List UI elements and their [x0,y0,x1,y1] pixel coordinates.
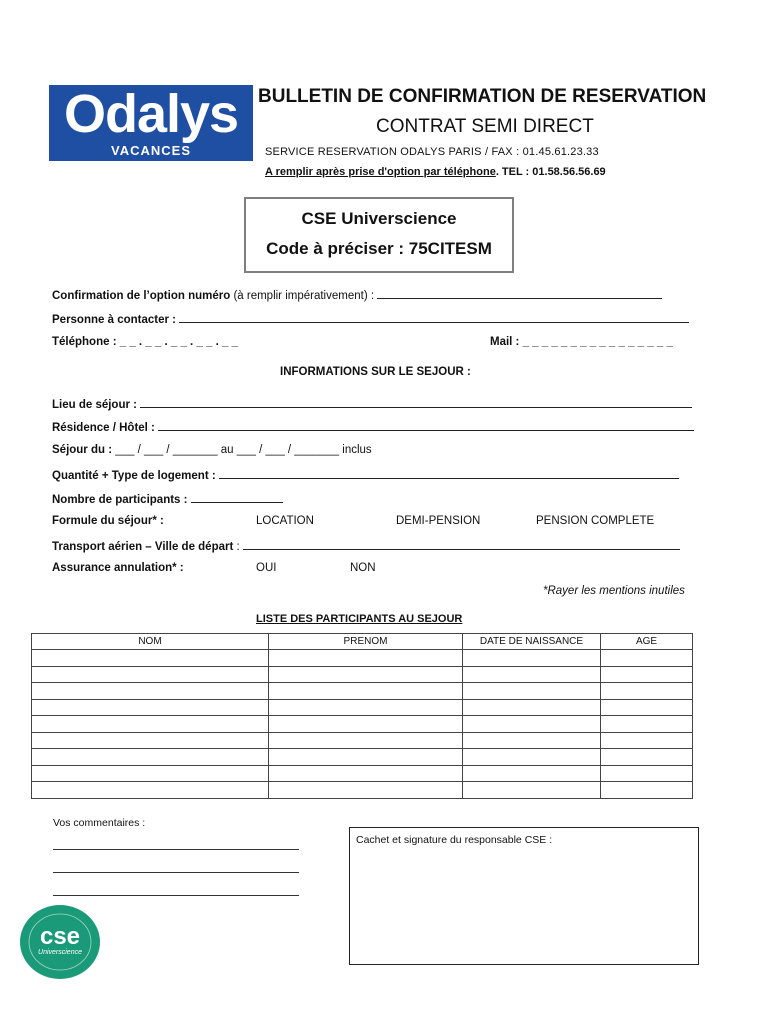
participant-cell[interactable] [269,650,463,667]
participants-header-row [32,634,693,650]
participant-cell[interactable] [32,765,269,782]
comment-line-2[interactable] [53,872,299,873]
formule-option-location[interactable]: LOCATION [256,515,314,527]
option-number-label: Confirmation de l’option numéro [52,290,231,302]
quantite-line[interactable] [219,468,679,479]
participant-cell[interactable] [269,749,463,766]
participant-cell[interactable] [601,699,693,716]
col-date-naissance: DATE DE NAISSANCE [463,634,601,650]
assurance-option-non[interactable]: NON [350,562,376,574]
cse-code-box [244,197,514,273]
participant-cell[interactable] [601,716,693,733]
participant-row [32,683,693,700]
lieu-label: Lieu de séjour : [52,399,137,411]
participant-row [32,765,693,782]
participant-cell[interactable] [32,666,269,683]
cse-name: CSE Universcience [301,209,457,228]
participant-cell[interactable] [32,732,269,749]
nombre-field[interactable] [52,492,283,506]
nombre-label: Nombre de participants : [52,494,188,506]
participant-cell[interactable] [32,683,269,700]
assurance-option-oui[interactable]: OUI [256,562,277,574]
remplir-line [265,166,606,178]
remplir-underlined: A remplir après prise d'option par téléphone [265,166,496,178]
participant-cell[interactable] [463,683,601,700]
participant-cell[interactable] [269,732,463,749]
participant-cell[interactable] [601,732,693,749]
formule-label: Formule du séjour* : [52,515,164,527]
participant-cell[interactable] [269,782,463,799]
form-title: BULLETIN DE CONFIRMATION DE RESERVATION [258,86,707,107]
phone-field[interactable]: Téléphone : _ _ . _ _ . _ _ . _ _ . _ _ [52,336,238,348]
participant-cell[interactable] [601,765,693,782]
lieu-field[interactable] [52,397,692,411]
participant-cell[interactable] [463,666,601,683]
participant-cell[interactable] [269,716,463,733]
cachet-signature-box[interactable] [349,827,699,965]
participant-cell[interactable] [601,749,693,766]
participant-cell[interactable] [463,732,601,749]
residence-label: Résidence / Hôtel : [52,422,155,434]
transport-line[interactable] [243,539,680,550]
participant-row [32,650,693,667]
residence-field[interactable] [52,420,694,434]
participant-row [32,732,693,749]
participant-row [32,782,693,799]
sejour-dates-field[interactable] [52,444,372,456]
participant-cell[interactable] [32,650,269,667]
participant-cell[interactable] [601,683,693,700]
participant-cell[interactable] [463,749,601,766]
col-age: AGE [601,634,693,650]
participants-heading: LISTE DES PARTICIPANTS AU SEJOUR [256,613,463,625]
col-prenom: PRENOM [269,634,463,650]
option-number-line[interactable] [377,288,662,299]
formule-option-demi-pension[interactable]: DEMI-PENSION [396,515,481,527]
option-number-field[interactable] [52,288,662,302]
participants-table [31,633,693,799]
participant-cell[interactable] [601,650,693,667]
quantite-label: Quantité + Type de logement : [52,470,216,482]
option-number-hint: (à remplir impérativement) : [233,290,375,302]
participant-row [32,666,693,683]
transport-label: Transport aérien – Ville de départ [52,541,234,553]
participant-row [32,699,693,716]
sejour-du-label: Séjour du : [52,444,113,456]
participant-cell[interactable] [32,749,269,766]
formule-option-pension-complete[interactable]: PENSION COMPLETE [536,515,655,527]
participant-cell[interactable] [601,782,693,799]
lieu-line[interactable] [140,397,692,408]
participant-cell[interactable] [32,699,269,716]
participant-row [32,749,693,766]
cse-logo-sub: Universcience [38,949,82,956]
col-nom: NOM [32,634,269,650]
participant-cell[interactable] [463,650,601,667]
transport-colon: : [236,541,240,553]
participant-cell[interactable] [269,666,463,683]
form-subtitle: CONTRAT SEMI DIRECT [376,116,594,137]
participant-cell[interactable] [463,699,601,716]
cachet-label: Cachet et signature du responsable CSE : [356,834,553,846]
transport-field[interactable] [52,539,680,553]
rayer-note: *Rayer les mentions inutiles [543,585,685,597]
participant-cell[interactable] [601,666,693,683]
odalys-logo-sub: VACANCES [111,143,191,158]
mail-field[interactable]: Mail : _ _ _ _ _ _ _ _ _ _ _ _ _ _ _ _ [490,336,673,348]
comments-label: Vos commentaires : [53,817,146,829]
comment-line-1[interactable] [53,849,299,850]
participant-row [32,716,693,733]
cse-logo-text: cse [39,923,81,950]
participant-cell[interactable] [463,782,601,799]
comment-line-3[interactable] [53,895,299,896]
odalys-logo [49,85,253,161]
participant-cell[interactable] [269,683,463,700]
cse-universcience-logo [19,904,101,980]
quantite-field[interactable] [52,468,679,482]
nombre-line[interactable] [191,492,283,503]
service-line: SERVICE RESERVATION ODALYS PARIS / FAX : 01.45.61.23.33 [265,146,599,158]
assurance-label: Assurance annulation* : [52,562,184,574]
sejour-du-fill[interactable]: ___ / ___ / _______ au ___ / ___ / _______ inclus [115,444,372,456]
cse-code: Code à préciser : 75CITESM [266,239,492,258]
contact-person-line[interactable] [179,312,689,323]
participant-cell[interactable] [269,699,463,716]
participant-cell[interactable] [463,716,601,733]
residence-line[interactable] [158,420,694,431]
sejour-heading: INFORMATIONS SUR LE SEJOUR : [280,366,471,378]
participant-cell[interactable] [269,765,463,782]
participant-cell[interactable] [463,765,601,782]
contact-person-label: Personne à contacter : [52,314,176,326]
remplir-tel: . TEL : 01.58.56.56.69 [495,166,606,178]
contact-person-field[interactable] [52,312,689,326]
participant-cell[interactable] [32,782,269,799]
odalys-logo-word: Odalys [63,84,239,144]
participant-cell[interactable] [32,716,269,733]
